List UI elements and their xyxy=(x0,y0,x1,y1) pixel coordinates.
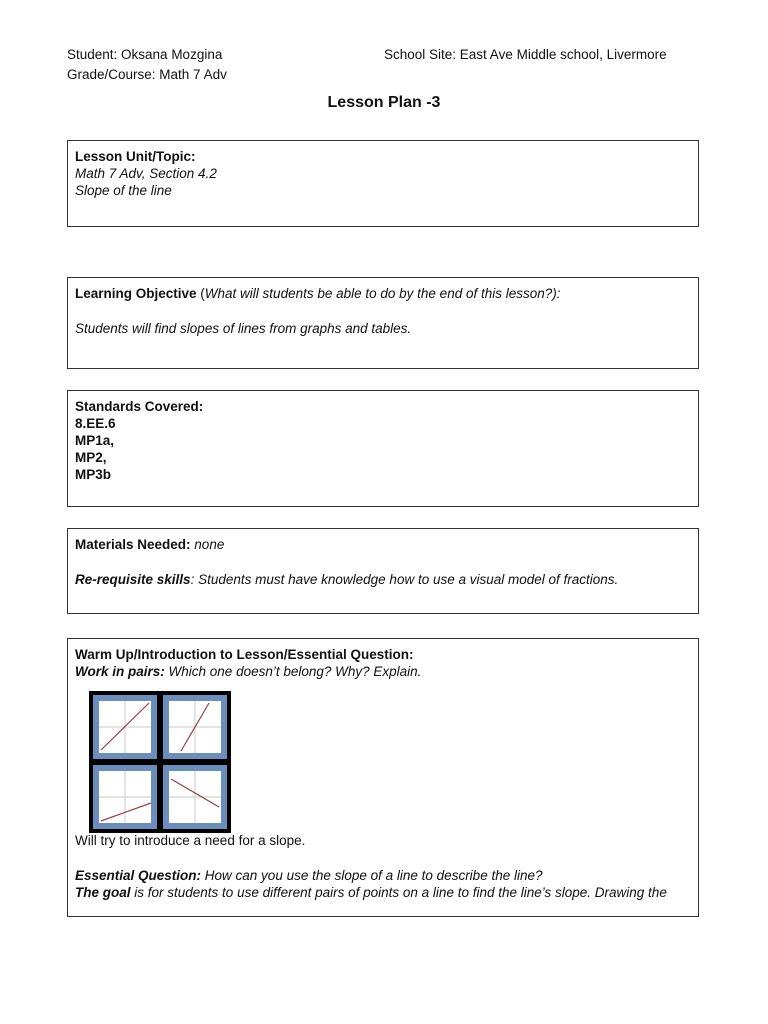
learning-objective-box xyxy=(67,277,699,369)
objective-label: Learning Objective xyxy=(75,286,197,301)
standards-box xyxy=(67,390,699,507)
materials-box xyxy=(67,528,699,614)
materials-label: Materials Needed: xyxy=(75,537,191,552)
prereq-line xyxy=(75,571,691,588)
student-name: Student: Oksana Mozgina xyxy=(67,47,223,62)
lesson-unit-line1: Math 7 Adv, Section 4.2 xyxy=(75,166,217,181)
graph-panel-4 xyxy=(163,765,227,829)
essential-question-text: How can you use the slope of a line to describe the line? xyxy=(201,868,543,883)
objective-heading xyxy=(75,285,691,302)
materials-line xyxy=(75,536,691,553)
pairs-label: Work in pairs: xyxy=(75,664,165,679)
standard-item: MP3b xyxy=(75,467,112,482)
intro-text: Will try to introduce a need for a slope. xyxy=(75,833,306,848)
objective-paren: ( xyxy=(196,286,205,301)
pairs-text: Which one doesn’t belong? Why? Explain. xyxy=(164,664,422,679)
lesson-unit-label: Lesson Unit/Topic: xyxy=(75,149,196,164)
prereq-label: Re-requisite skills xyxy=(75,572,191,587)
essential-question-label: Essential Question: xyxy=(75,868,202,883)
page-title: Lesson Plan -3 xyxy=(327,94,441,111)
standard-item: MP2, xyxy=(75,450,107,465)
goal-label: The goal xyxy=(75,885,131,900)
lesson-unit-box xyxy=(67,140,699,227)
goal-line xyxy=(75,884,691,901)
objective-question: What will students be able to do by the end of this lesson?): xyxy=(204,286,561,301)
slope-graphs-image xyxy=(89,691,231,833)
warmup-label: Warm Up/Introduction to Lesson/Essential Question: xyxy=(75,647,414,662)
graph-panel-2 xyxy=(163,695,227,759)
graph-panel-3 xyxy=(93,765,157,829)
school-site: School Site: East Ave Middle school, Livermore xyxy=(384,47,667,62)
standard-item: MP1a, xyxy=(75,433,115,448)
standard-item: 8.EE.6 xyxy=(75,416,116,431)
goal-text: is for students to use different pairs of points on a line to find the line’s slope. Drawing the xyxy=(130,885,667,900)
prereq-text: : Students must have knowledge how to use a visual model of fractions. xyxy=(190,572,619,587)
pairs-line xyxy=(75,663,691,680)
objective-text: Students will find slopes of lines from graphs and tables. xyxy=(75,321,412,336)
graph-panel-1 xyxy=(93,695,157,759)
standards-label: Standards Covered: xyxy=(75,399,204,414)
materials-value: none xyxy=(190,537,225,552)
lesson-unit-line2: Slope of the line xyxy=(75,183,172,198)
grade-course: Grade/Course: Math 7 Adv xyxy=(67,67,227,82)
essential-question-line xyxy=(75,867,691,884)
